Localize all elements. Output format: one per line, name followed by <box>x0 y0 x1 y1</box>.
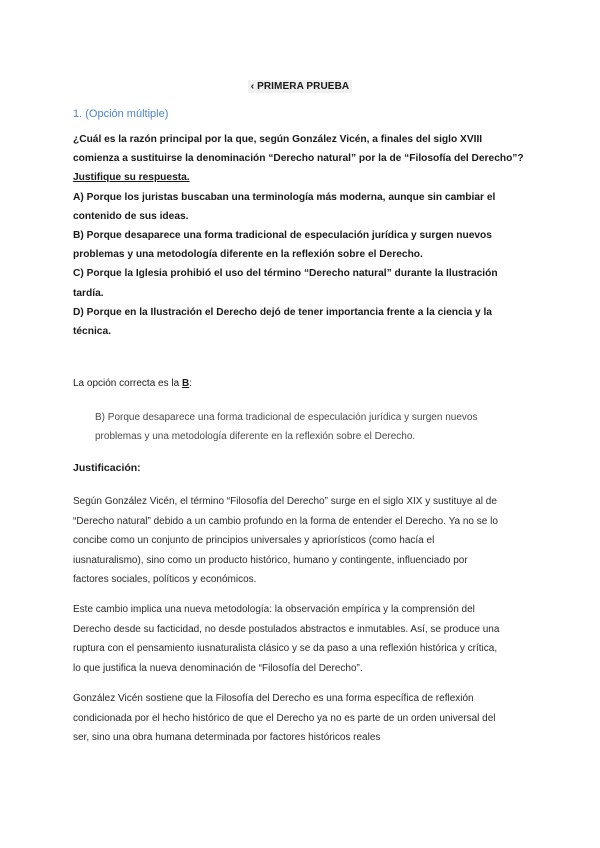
answer-letter: B <box>181 378 190 389</box>
option-b-line: B) Porque desaparece una forma tradicional de especulación jurídica y surgen nuevos <box>73 230 492 242</box>
justification-paragraph-3 <box>73 689 527 748</box>
section-heading: 1. (Opción múltiple) <box>73 108 169 120</box>
paragraph-line: factores sociales, políticos y económicos. <box>73 574 257 585</box>
option-c-line: tardía. <box>73 287 104 299</box>
document-title <box>0 81 600 92</box>
paragraph-line: concibe como un conjunto de principios universales y apriorísticos (como hacía el <box>73 535 435 546</box>
quote-line: B) Porque desaparece una forma tradicional de especulación jurídica y surgen nuevos <box>95 412 478 423</box>
paragraph-line: “Derecho natural” debido a un cambio profundo en la forma de entender el Derecho. Ya no se lo <box>73 515 498 527</box>
answer-quote <box>95 408 527 446</box>
option-a-line: contenido de sus ideas. <box>73 210 189 222</box>
paragraph-line: Derecho desde su facticidad, no desde postulados abstractos e inmutables. Así, se produce una <box>73 623 500 635</box>
title-label: ‹ PRIMERA PRUEBA <box>248 80 352 93</box>
option-c-line: C) Porque la Iglesia prohibió el uso del término “Derecho natural” durante la Ilustración <box>73 268 498 280</box>
answer-suffix: : <box>189 378 192 389</box>
question-block <box>73 130 527 341</box>
option-b-line: problemas y una metodología diferente en la reflexión sobre el Derecho. <box>73 249 423 261</box>
option-d-line: técnica. <box>73 326 111 338</box>
paragraph-line: ser, sino una obra humana determinada por factores históricos reales <box>73 732 381 743</box>
justification-heading: Justificación: <box>73 462 141 474</box>
question-instruction: Justifique su respuesta. <box>73 172 190 184</box>
paragraph-line: Según González Vicén, el término “Filosofía del Derecho” surge en el siglo XIX y sustituye al de <box>73 496 497 507</box>
question-line: ¿Cuál es la razón principal por la que, según González Vicén, a finales del siglo XVIII <box>73 134 483 145</box>
justification-paragraph-2 <box>73 600 527 678</box>
option-a-line: A) Porque los juristas buscaban una terminología más moderna, aunque sin cambiar el <box>73 191 496 203</box>
paragraph-line: iusnaturalismo), sino como un producto histórico, humano y contingente, influenciado por <box>73 554 468 566</box>
paragraph-line: condicionada por el hecho histórico de que el Derecho ya no es parte de un orden universal del <box>73 712 496 724</box>
paragraph-line: Este cambio implica una nueva metodología: la observación empírica y la comprensión del <box>73 604 475 615</box>
paragraph-line: ruptura con el pensamiento iusnaturalista clásico y se da paso a una reflexión histórica y crítica, <box>73 643 498 654</box>
answer-intro-text: La opción correcta es la <box>73 378 182 389</box>
answer-intro <box>73 378 192 389</box>
paragraph-line: González Vicén sostiene que la Filosofía del Derecho es una forma específica de reflexión <box>73 693 474 704</box>
paragraph-line: lo que justifica la nueva denominación de “Filosofía del Derecho”. <box>73 662 363 674</box>
question-line: comienza a sustituirse la denominación “Derecho natural” por la de “Filosofía del Derecho”? <box>73 153 524 165</box>
option-d-line: D) Porque en la Ilustración el Derecho dejó de tener importancia frente a la ciencia y la <box>73 306 492 318</box>
justification-paragraph-1 <box>73 492 527 590</box>
quote-line: problemas y una metodología diferente en la reflexión sobre el Derecho. <box>95 431 416 442</box>
